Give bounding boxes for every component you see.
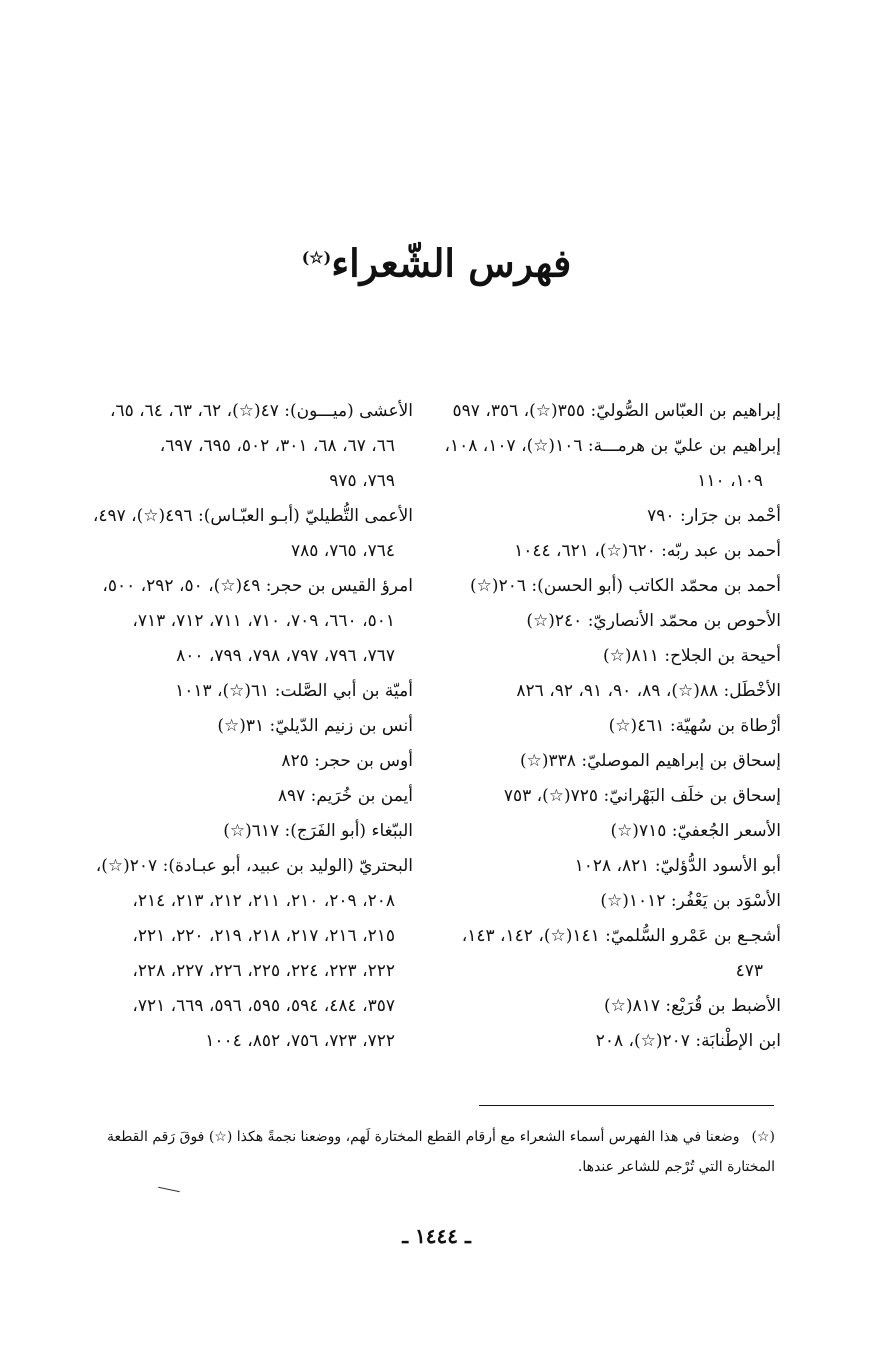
- index-entry: أرْطاة بن سُهيّة: ٤٦١(☆): [608, 716, 781, 736]
- page-title: [0, 228, 873, 294]
- index-entry-continuation: ٧٦٩، ٩٧٥: [329, 471, 395, 491]
- index-entry: ابن الإطْنابَة: ٢٠٧(☆)، ٢٠٨: [595, 1031, 781, 1051]
- title-footnote-mark: (☆): [301, 248, 332, 267]
- footnote-line: المختارة التي تُرْجم للشاعر عندها.: [577, 1159, 775, 1175]
- index-entry: أميّة بن أبي الصَّلت: ٦١(☆)، ١٠١٣: [175, 681, 413, 701]
- index-entry: أشجـع بن عَمْرو السُّلميّ: ١٤١(☆)، ١٤٢، ١٤٣،: [461, 926, 781, 946]
- index-entry: أيمن بن خُرَيم: ٨٩٧: [277, 786, 413, 806]
- index-entry-continuation: ٣٥٧، ٤٨٤، ٥٩٤، ٥٩٥، ٥٩٦، ٦٦٩، ٧٢١،: [132, 996, 395, 1016]
- index-entry: الأضبط بن قُرَيْع: ٨١٧(☆): [604, 996, 781, 1016]
- index-entry: أحمد بن عبد ربّه: ٦٢٠(☆)، ٦٢١، ١٠٤٤: [514, 541, 781, 561]
- index-entry: الأسعر الجُعفيّ: ٧١٥(☆): [610, 821, 781, 841]
- index-entry: أحمد بن محمّد الكاتب (أبو الحسن): ٢٠٦(☆): [470, 576, 781, 596]
- index-entry-continuation: ٤٧٣: [735, 961, 763, 981]
- index-column-left: [73, 394, 413, 1059]
- index-entry-continuation: ٢١٥، ٢١٦، ٢١٧، ٢١٨، ٢١٩، ٢٢٠، ٢٢١،: [132, 926, 395, 946]
- index-entry: امرؤ القيس بن حجر: ٤٩(☆)، ٥٠، ٢٩٢، ٥٠٠،: [102, 576, 413, 596]
- index-entry: الأسْوَد بن يَعْفُر: ١٠١٢(☆): [600, 891, 781, 911]
- index-entry: أبو الأسود الدُّؤليّ: ٨٢١، ١٠٢٨: [574, 856, 781, 876]
- index-entry: إسحاق بن إبراهيم الموصليّ: ٣٣٨(☆): [520, 751, 781, 771]
- footnote-line: [75, 1122, 775, 1152]
- index-entry: الأعشى (ميـــون): ٤٧(☆)، ٦٢، ٦٣، ٦٤، ٦٥،: [109, 401, 413, 421]
- footnote-marker: (☆): [751, 1129, 775, 1145]
- index-entry-continuation: ٧٦٧، ٧٩٦، ٧٩٧، ٧٩٨، ٧٩٩، ٨٠٠: [176, 646, 395, 666]
- footnote-text: وضعنا في هذا الفهرس أسماء الشعراء مع أرقام القطع المختارة لَهم، ووضعنا نجمةً هكذا (☆) فوقَ رَقم القطعة: [106, 1129, 740, 1145]
- index-entry: أوس بن حجر: ٨٢٥: [281, 751, 413, 771]
- index-entry-continuation: ٢٠٨، ٢٠٩، ٢١٠، ٢١١، ٢١٢، ٢١٣، ٢١٤،: [132, 891, 395, 911]
- index-entry: أحْمد بن جرَار: ٧٩٠: [647, 506, 781, 526]
- index-entry-continuation: ٧٦٤، ٧٦٥، ٧٨٥: [291, 541, 395, 561]
- page-number: ـ ١٤٤٤ ـ: [402, 1224, 471, 1248]
- index-entry: الأعمى التُّطيليّ (أبـو العبّـاس): ٤٩٦(☆)، ٤٩٧،: [92, 506, 413, 526]
- footnote-divider: [479, 1105, 774, 1106]
- index-entry: البحتريّ (الوليد بن عبيد، أبو عبـادة): ٢٠٧(☆)،: [95, 856, 413, 876]
- index-entry: الببّغاء (أبو الفَرَج): ٦١٧(☆): [223, 821, 413, 841]
- index-entry: إسحاق بن خلَف البَهْرانيّ: ٧٢٥(☆)، ٧٥٣: [503, 786, 781, 806]
- footnote: [75, 1122, 775, 1182]
- index-entry: إبراهيم بن عليّ بن هرمـــة: ١٠٦(☆)، ١٠٧، ١٠٨،: [444, 436, 781, 456]
- index-entry: الأخْطَل: ٨٨(☆)، ٨٩، ٩٠، ٩١، ٩٢، ٨٢٦: [516, 681, 781, 701]
- index-entry: أنس بن زنيم الدّيليّ: ٣١(☆): [217, 716, 413, 736]
- page-title-text: فهرس الشّعراء: [331, 240, 572, 286]
- index-entry: أحيحة بن الجلاح: ٨١١(☆): [603, 646, 781, 666]
- index-entry: إبراهيم بن العبّاس الصُّوليّ: ٣٥٥(☆)، ٣٥٦، ٥٩٧: [452, 401, 781, 421]
- index-entry-continuation: ٦٦، ٦٧، ٦٨، ٣٠١، ٥٠٢، ٦٩٥، ٦٩٧،: [159, 436, 395, 456]
- index-entry-continuation: ٢٢٢، ٢٢٣، ٢٢٤، ٢٢٥، ٢٢٦، ٢٢٧، ٢٢٨،: [132, 961, 395, 981]
- index-entry-continuation: ٧٢٢، ٧٢٣، ٧٥٦، ٨٥٢، ١٠٠٤: [205, 1031, 395, 1051]
- index-entry: الأحوص بن محمّد الأنصاريّ: ٢٤٠(☆): [526, 611, 781, 631]
- index-column-right: [441, 394, 781, 1059]
- index-entry-continuation: ٥٠١، ٦٦٠، ٧٠٩، ٧١٠، ٧١١، ٧١٢، ٧١٣،: [132, 611, 395, 631]
- stray-pen-mark: [158, 1187, 180, 1193]
- index-entry-continuation: ١٠٩، ١١٠: [697, 471, 763, 491]
